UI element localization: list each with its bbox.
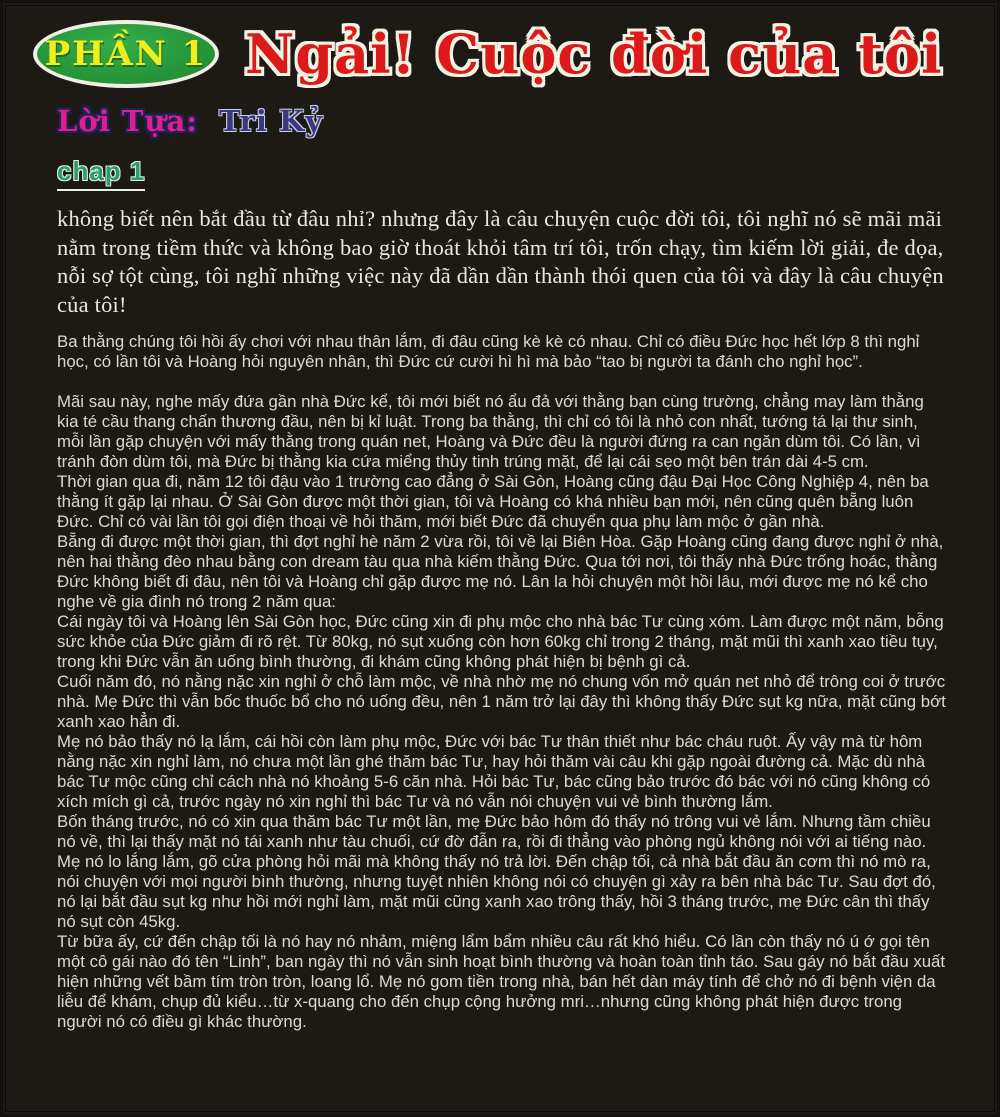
story-paragraph: Cái ngày tôi và Hoàng lên Sài Gòn học, Đức cũng xin đi phụ mộc cho nhà bác Tư cùng xóm. Làm được một năm, bỗng sức khỏe của Đức giảm đi rõ rệt. Từ 80kg, nó sụt xuống còn hơn 60kg chỉ trong 2 tháng, mặt mũi thì xanh xao tiều tụy, trong khi Đức vẫn ăn uống bình thường, đi khám cũng không phát hiện bị bệnh gì cả. xyxy=(57,612,944,671)
intro-block xyxy=(57,205,945,319)
chapter-heading: chap 1 xyxy=(57,156,145,191)
story-paragraph: Thời gian qua đi, năm 12 tôi đậu vào 1 trường cao đẳng ở Sài Gòn, Hoàng cũng đậu Đại Học Công Nghiệp 4, nên ba thằng ít gặp lại nhau. Ở Sài Gòn được một thời gian, tôi và Hoàng có khá nhiều bạn mới, nên cũng quên bẵng luôn Đức. Chỉ có vài lần tôi gọi điện thoại về hỏi thăm, mới biết Đức đã chuyển qua phụ làm mộc ở gần nhà. xyxy=(57,472,929,531)
preface-author: Tri Kỷ xyxy=(219,104,324,138)
story-paragraph: Từ bữa ấy, cứ đến chập tối là nó hay nó nhảm, miệng lẩm bẩm nhiều câu rất khó hiểu. Có lần còn thấy nó ú ớ gọi tên một cô gái nào đó tên “Linh”, ban ngày thì nó vẫn sinh hoạt bình thường và hoàn toàn tỉnh táo. Sau gáy nó bắt đầu xuất hiện những vết bầm tím tròn tròn, loang lổ. Mẹ nó gom tiền trong nhà, bán hết dàn máy tính để chở nó đi bệnh viện da liễu để khám, chụp đủ kiểu…từ x-quang cho đến chụp cộng hưởng mri…nhưng cũng không phát hiện được trong người nó có điều gì khác thường. xyxy=(57,932,946,1031)
intro-paragraph: không biết nên bắt đầu từ đâu nhỉ? nhưng đây là câu chuyện cuộc đời tôi, tôi nghĩ nó sẽ mãi mãi nằm trong tiềm thức và không bao giờ thoát khỏi tâm trí tôi, trốn chạy, tìm kiếm lời giải, đe dọa, nỗi sợ tột cùng, tôi nghĩ những việc này đã dần dần thành thói quen của tôi và đây là câu chuyện của tôi! xyxy=(57,206,944,317)
story-paragraph: Cuối năm đó, nó nằng nặc xin nghỉ ở chỗ làm mộc, về nhà nhờ mẹ nó chung vốn mở quán net nhỏ để trông coi ở trước nhà. Mẹ Đức thì vẫn bốc thuốc bổ cho nó uống đều, nên 1 năm trở lại đây thì không thấy Đức sụt kg nữa, mặt cũng bớt xanh xao hẳn đi. xyxy=(57,672,946,731)
story-paragraph: Mẹ nó bảo thấy nó lạ lắm, cái hồi còn làm phụ mộc, Đức với bác Tư thân thiết như bác cháu ruột. Ấy vậy mà từ hôm nằng nặc xin nghỉ làm, nó chưa một lần ghé thăm bác Tư, hay hỏi thăm vài câu khi gặp ngoài đường cả. Mặc dù nhà bác Tư mộc cũng chỉ cách nhà nó khoảng 5-6 căn nhà. Hỏi bác Tư, bác cũng bảo trước đó bác với nó cũng không có xích mích gì cả, trước ngày nó xin nghỉ thì bác Tư và nó vẫn nói chuyện vui vẻ bình thường lắm. xyxy=(57,732,931,811)
page-header xyxy=(0,0,1000,88)
story-paragraph: Ba thằng chúng tôi hồi ấy chơi với nhau thân lắm, đi đâu cũng kè kè có nhau. Chỉ có điều Đức học hết lớp 8 thì nghỉ học, có lần tôi và Hoàng hỏi nguyên nhân, thì Đức cứ cười hì hì mà bảo “tao bị người ta đánh cho nghỉ học”. xyxy=(57,332,920,371)
story-paragraph: Mẹ nó lo lắng lắm, gõ cửa phòng hỏi mãi mà không thấy nó trả lời. Đến chập tối, cả nhà bắt đầu ăn cơm thì nó mò ra, nói chuyện với mọi người bình thường, nhưng tuyệt nhiên không nói có chuyện gì xảy ra bên nhà bác Tư. Sau đợt đó, nó lại bắt đầu sụt kg như hồi mới nghỉ làm, mặt mũi cũng xanh xao trông thấy, hồi 3 tháng trước, mẹ Đức cân thì thấy nó sụt còn 45kg. xyxy=(57,852,936,931)
story-paragraph: Bốn tháng trước, nó có xin qua thăm bác Tư một lần, mẹ Đức bảo hôm đó thấy nó trông vui vẻ lắm. Nhưng tầm chiều nó về, thì lại thấy mặt nó tái xanh như tàu chuối, cứ đờ đẫn ra, rồi đi thẳng vào phòng ngủ không nói với ai tiếng nào. xyxy=(57,812,931,851)
part-badge xyxy=(33,20,219,88)
story-body xyxy=(57,332,947,1032)
page-title: Ngải! Cuộc đời của tôi xyxy=(245,22,943,86)
preface-line xyxy=(57,104,1000,138)
story-paragraph: Bẵng đi được một thời gian, thì đợt nghỉ hè năm 2 vừa rồi, tôi về lại Biên Hòa. Gặp Hoàng cũng đang được nghỉ ở nhà, nên hai thằng đèo nhau bằng con dream tàu qua nhà kiếm thằng Đức. Qua tới nơi, tôi thấy nhà Đức trống hoác, thằng Đức không biết đi đâu, nên tôi và Hoàng chỉ gặp được mẹ nó. Lân la hỏi chuyện một hồi lâu, mới được mẹ nó kể cho nghe về gia đình nó trong 2 năm qua: xyxy=(57,532,944,611)
preface-label: Lời Tựa: xyxy=(57,104,199,138)
part-badge-label: PHẦN 1 xyxy=(44,34,208,74)
story-paragraph: Mãi sau này, nghe mấy đứa gần nhà Đức kể, tôi mới biết nó ẩu đả với thằng bạn cùng trường, chẳng may làm thằng kia té cầu thang chấn thương đầu, nên bị kỉ luật. Trong ba thằng, thì chỉ có tôi là nhỏ con nhất, tướng tá lại thư sinh, mỗi lần gặp chuyện với mấy thằng trong quán net, Hoàng và Đức đều là người đứng ra can ngăn dùm tôi. Có lần, vì tránh đòn dùm tôi, mà Đức bị thằng kia cứa miểng thủy tinh trúng mặt, để lại cái sẹo một bên trán dài 4-5 cm. xyxy=(57,392,924,471)
